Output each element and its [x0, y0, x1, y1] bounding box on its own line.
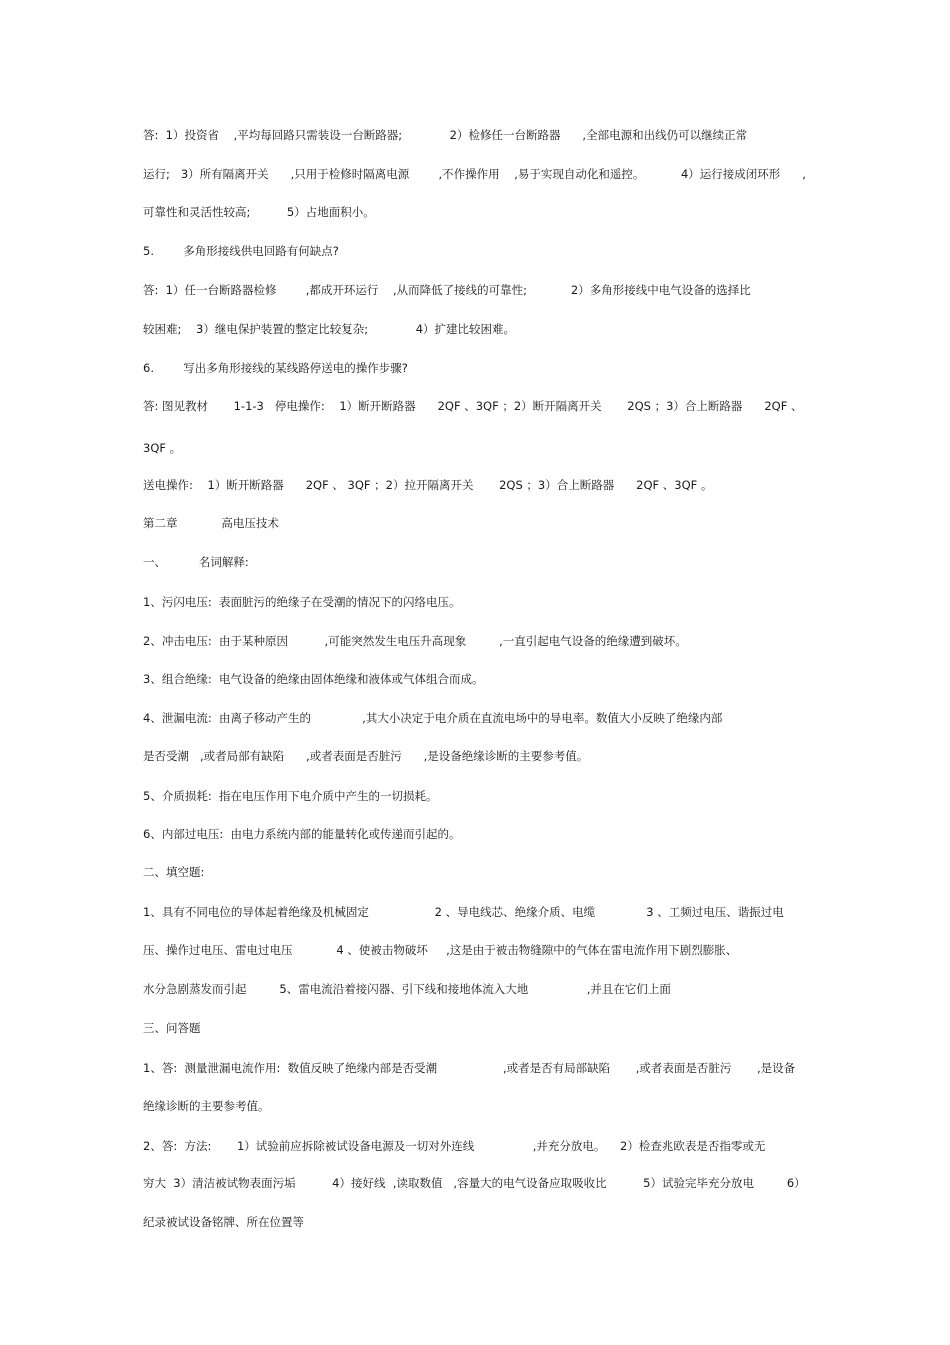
text-line: 6、内部过电压: 由电力系统内部的能量转化或传递而引起的。: [143, 827, 461, 841]
text-line: 3QF 。: [143, 441, 182, 455]
chapter-heading: 第二章 高电压技术: [143, 516, 279, 530]
text-line: 是否受潮 ,或者局部有缺陷 ,或者表面是否脏污 ,是设备绝缘诊断的主要参考值。: [143, 749, 589, 763]
text-line: 4、泄漏电流: 由离子移动产生的 ,其大小决定于电介质在直流电场中的导电率。数值大小反映了绝缘内部: [143, 711, 723, 725]
text-line: 绝缘诊断的主要参考值。: [143, 1099, 270, 1113]
section-heading: 一、 名词解释:: [143, 555, 249, 569]
text-line: 1、具有不同电位的导体起着绝缘及机械固定 2 、导电线芯、绝缘介质、电缆 3 、工频过电压、谐振过电: [143, 905, 784, 919]
text-line: 3、组合绝缘: 电气设备的绝缘由固体绝缘和液体或气体组合而成。: [143, 672, 484, 686]
text-line: 2、答: 方法: 1）试验前应拆除被试设备电源及一切对外连线 ,并充分放电。 2）检查兆欧表是否指零或无: [143, 1139, 766, 1153]
text-line: 答: 图见教材 1-1-3 停电操作: 1）断开断路器 2QF 、3QF ；2）断开隔离开关 2QS ；3）合上断路器 2QF 、: [143, 399, 803, 413]
text-line: 送电操作: 1）断开断路器 2QF 、 3QF ；2）拉开隔离开关 2QS ；3）合上断路器 2QF 、3QF 。: [143, 478, 713, 492]
question-5: 5. 多角形接线供电回路有何缺点?: [143, 244, 339, 258]
text-line: 运行; 3）所有隔离开关 ,只用于检修时隔离电源 ,不作操作用 ,易于实现自动化和遥控。 4）运行接成闭环形 ,: [143, 167, 806, 181]
section-heading: 三、问答题: [143, 1021, 201, 1035]
text-line: 1、污闪电压: 表面脏污的绝缘子在受潮的情况下的闪络电压。: [143, 595, 461, 609]
text-line: 答: 1）任一台断路器检修 ,都成开环运行 ,从而降低了接线的可靠性; 2）多角形接线中电气设备的选择比: [143, 283, 751, 297]
text-line: 2、冲击电压: 由于某种原因 ,可能突然发生电压升高现象 ,一直引起电气设备的绝缘遭到破坏。: [143, 634, 687, 648]
question-6: 6. 写出多角形接线的某线路停送电的操作步骤?: [143, 361, 408, 375]
text-line: 1、答: 测量泄漏电流作用: 数值反映了绝缘内部是否受潮 ,或者是否有局部缺陷 ,或者表面是否脏污 ,是设备: [143, 1061, 796, 1075]
text-line: 水分急剧蒸发而引起 5、雷电流沿着接闪器、引下线和接地体流入大地 ,并且在它们上面: [143, 982, 671, 996]
text-line: 穷大 3）清洁被试物表面污垢 4）接好线 ,读取数值 ,容量大的电气设备应取吸收比 5）试验完毕充分放电 6）: [143, 1176, 806, 1190]
text-line: 5、介质损耗: 指在电压作用下电介质中产生的一切损耗。: [143, 789, 438, 803]
text-line: 压、操作过电压、雷电过电压 4 、使被击物破坏 ,这是由于被击物缝隙中的气体在雷电流作用下剧烈膨胀、: [143, 943, 738, 957]
text-line: 可靠性和灵活性较高; 5）占地面积小。: [143, 205, 375, 219]
text-line: 答: 1）投资省 ,平均每回路只需装设一台断路器; 2）检修任一台断路器 ,全部电源和出线仍可以继续正常: [143, 128, 748, 142]
text-line: 较困难; 3）继电保护装置的整定比较复杂; 4）扩建比较困难。: [143, 322, 516, 336]
section-heading: 二、填空题:: [143, 865, 205, 879]
text-line: 纪录被试设备铭牌、所在位置等: [143, 1215, 304, 1229]
